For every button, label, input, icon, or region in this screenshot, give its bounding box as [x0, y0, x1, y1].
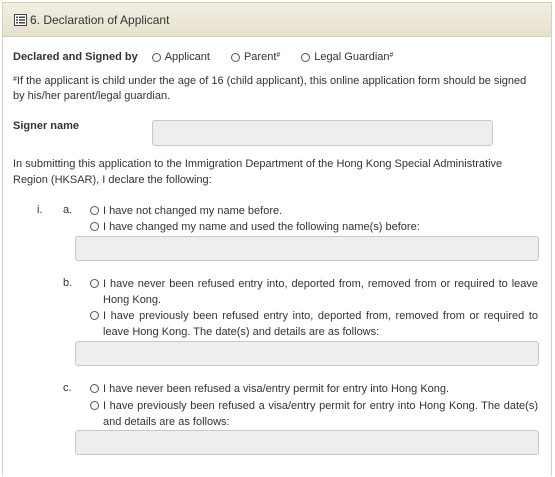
item-b-option-1-label: I have never been refused entry into, deported from, removed from or required to leave Hong Kong. — [103, 278, 538, 306]
radio-parent[interactable] — [231, 51, 280, 63]
radio-circle[interactable] — [90, 279, 99, 288]
radio-parent-label: Parent — [243, 51, 277, 63]
radio-applicant[interactable] — [152, 51, 210, 63]
declared-by-row — [13, 51, 393, 63]
item-a-option-1[interactable] — [90, 203, 538, 219]
radio-circle[interactable] — [90, 311, 99, 320]
list-icon — [14, 14, 27, 26]
item-b-details-input[interactable] — [75, 341, 539, 366]
item-b-letter: b. — [63, 277, 73, 289]
item-a-letter: a. — [63, 204, 73, 216]
radio-circle[interactable] — [90, 206, 99, 215]
child-applicant-note — [13, 74, 533, 104]
radio-circle[interactable] — [90, 222, 99, 231]
signer-name-label: Signer name — [13, 120, 80, 132]
item-a-option-1-label: I have not changed my name before. — [103, 205, 283, 217]
signer-name-input[interactable] — [152, 120, 493, 146]
radio-legal-guardian[interactable] — [301, 51, 393, 63]
section-title: 6. Declaration of Applicant — [30, 12, 170, 27]
hash-mark: # — [13, 76, 17, 83]
declaration-intro: In submitting this application to the Immigration Department of the Hong Kong Special Administrative Region (HKSAR), I declare the following: — [13, 158, 503, 186]
radio-circle[interactable] — [90, 401, 99, 410]
item-a-option-2-label: I have changed my name and used the following name(s) before: — [103, 221, 420, 233]
hash-mark: # — [389, 51, 394, 59]
item-c-details-input[interactable] — [75, 430, 539, 455]
declaration-roman-i: i. — [37, 204, 43, 216]
item-a-names-input[interactable] — [75, 236, 539, 261]
radio-circle[interactable] — [152, 53, 161, 62]
radio-legal-guardian-label: Legal Guardian — [314, 51, 390, 63]
radio-applicant-label: Applicant — [164, 51, 210, 63]
hash-mark: # — [276, 51, 281, 59]
radio-circle[interactable] — [231, 53, 240, 62]
radio-circle[interactable] — [90, 384, 99, 393]
section-header — [3, 3, 551, 37]
item-c-option-2[interactable] — [90, 398, 538, 430]
item-c-option-1-label: I have never been refused a visa/entry permit for entry into Hong Kong. — [103, 383, 450, 395]
item-b-option-2-label: I have previously been refused entry into, deported from, removed from or required to leave Hong Kong. The date(s) and details are as follows: — [103, 310, 538, 338]
item-c-letter: c. — [63, 382, 72, 394]
declared-by-label: Declared and Signed by — [13, 51, 138, 63]
item-c-option-2-label: I have previously been refused a visa/entry permit for entry into Hong Kong. The date(s) and details are as follows: — [103, 400, 538, 428]
note-text: If the applicant is child under the age of 16 (child applicant), this online application form should be signed by his/her parent/legal guardian. — [13, 75, 527, 102]
item-b-option-1[interactable] — [90, 276, 538, 308]
item-b-option-2[interactable] — [90, 308, 538, 340]
item-a-option-2[interactable] — [90, 219, 538, 235]
radio-circle[interactable] — [301, 53, 310, 62]
item-c-option-1[interactable] — [90, 381, 538, 397]
